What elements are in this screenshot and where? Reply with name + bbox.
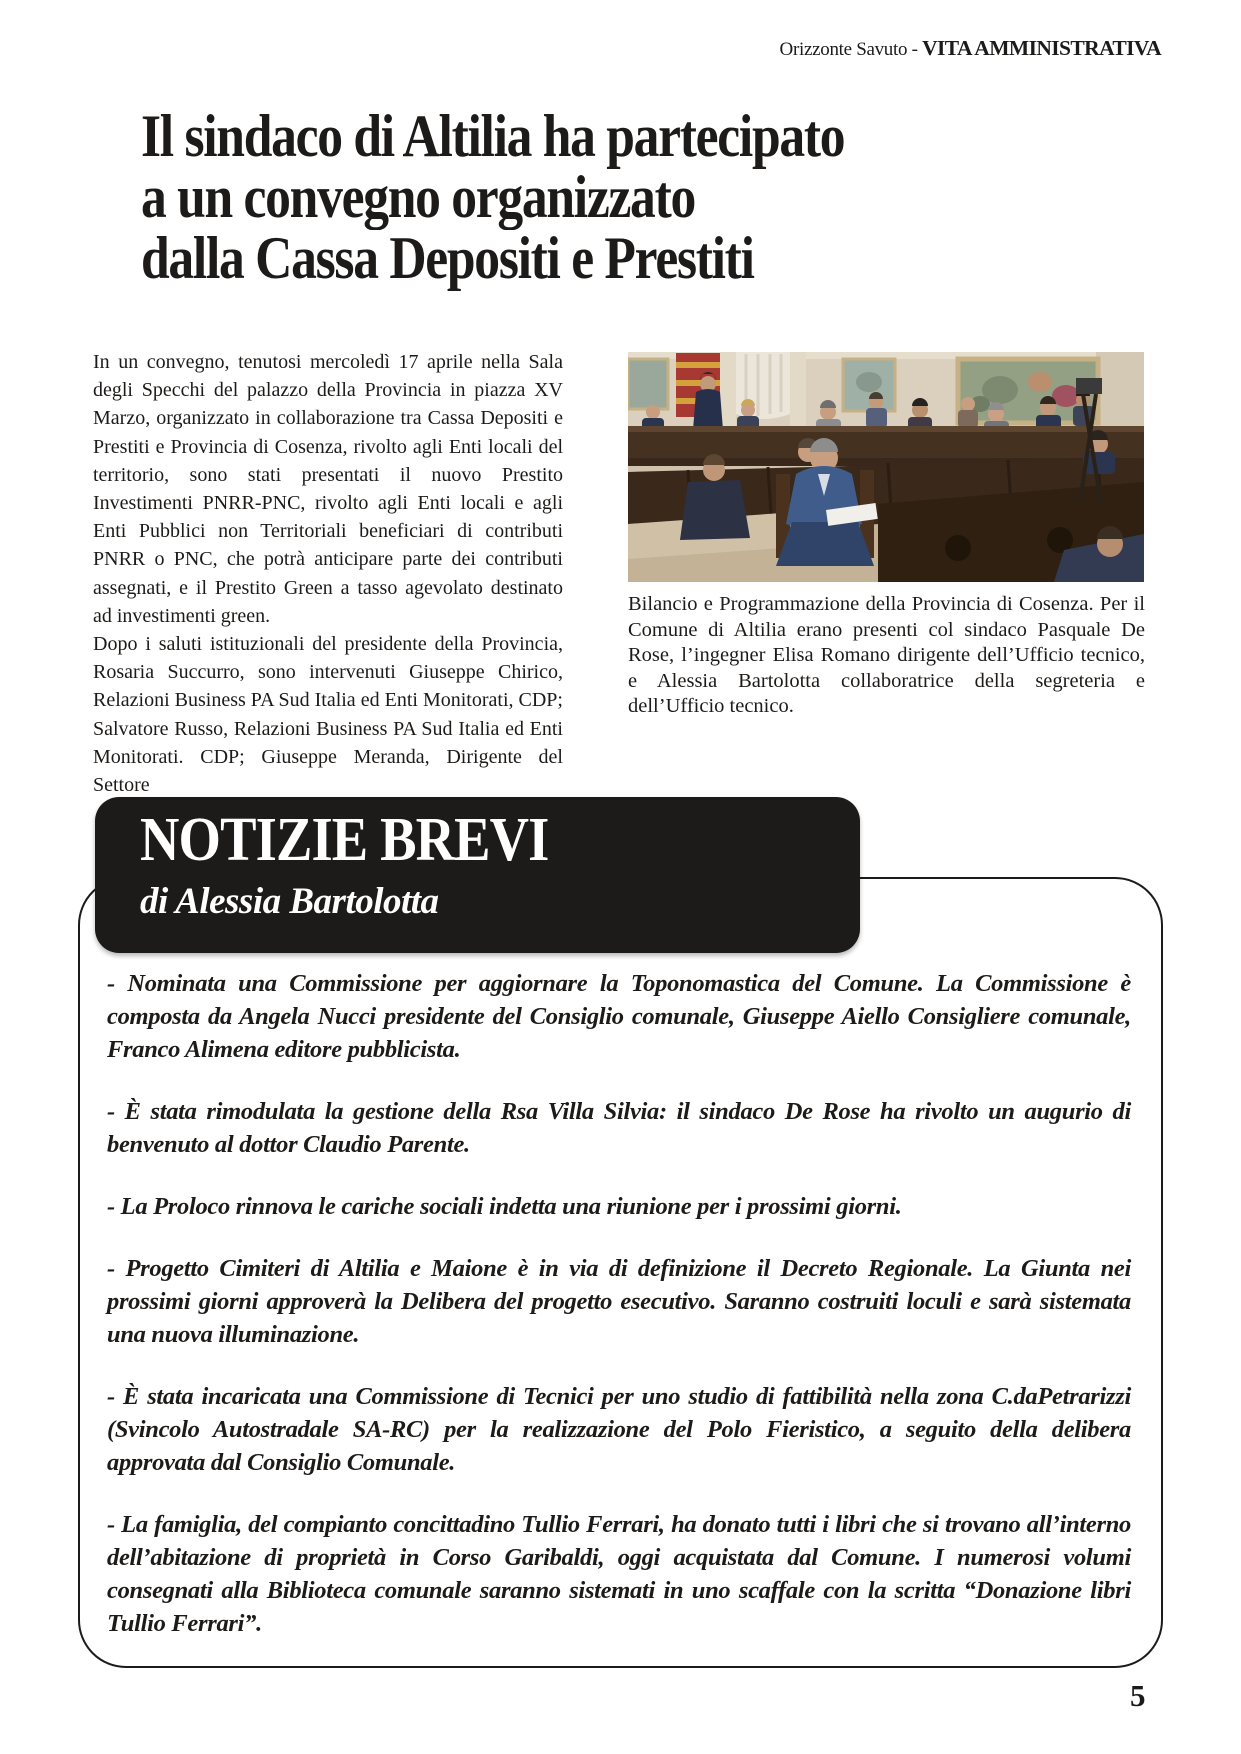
article-body-left-column — [93, 348, 563, 799]
brief-item-3: - La Proloco rinnova le cariche sociali indetta una riunione per i prossimi giorni. — [107, 1193, 902, 1220]
council-chamber-photo — [628, 352, 1144, 582]
headline-line-3: dalla Cassa Depositi e Prestiti — [141, 225, 754, 291]
briefs-box — [78, 877, 1163, 1668]
photo-caption: Bilancio e Programmazione della Provincia di Cosenza. Per il Comune di Altilia erano presenti col sindaco Pasquale De Rose, l’ingegner Elisa Romano dirigente dell’Ufficio tecnico, e Alessia Bartolotta collaboratrice della segreteria e dell’Ufficio tecnico. — [628, 593, 1145, 718]
notizie-brevi-banner — [95, 797, 860, 953]
brief-item-1: - Nominata una Commissione per aggiornare la Toponomastica del Comune. La Commissione è composta da Angela Nucci presidente del Consiglio comunale, Giuseppe Aiello Consigliere comunale, Franco Alimena editore pubblicista. — [107, 970, 1131, 1063]
body-paragraph-1: In un convegno, tenutosi mercoledì 17 aprile nella Sala degli Specchi del palazzo della Provincia in piazza XV Marzo, organizzato in collaborazione tra Cassa Depositi e Prestiti e Provincia di Cosenza, rivolto agli Enti locali del territorio, sono stati presentati il nuovo Prestito Investimenti PNRR-PNC, rivolto agli Enti locali e agli Enti Pubblici non Territoriali beneficiari di contributi PNRR o PNC, che potrà anticipare parte dei contributi assegnati, e il Prestito Green a tasso agevolato destinato ad investimenti green. — [93, 351, 563, 627]
section-title: VITA AMMINISTRATIVA — [922, 36, 1161, 60]
headline-line-2: a un convegno organizzato — [141, 164, 695, 230]
notizie-brevi-byline: di Alessia Bartolotta — [140, 881, 439, 922]
masthead — [780, 36, 1161, 61]
article-headline — [141, 103, 959, 291]
council-chamber-photo-illustration — [628, 352, 1144, 582]
headline-line-1: Il sindaco di Altilia ha partecipato — [141, 103, 845, 169]
brief-item-4: - Progetto Cimiteri di Altilia e Maione è in via di definizione il Decreto Regionale. La Giunta nei prossimi giorni approverà la Delibera del progetto esecutivo. Saranno costruiti loculi e sarà sistemata una nuova illuminazione. — [107, 1255, 1131, 1348]
publication-name: Orizzonte Savuto - — [779, 39, 923, 60]
brief-item-6: - La famiglia, del compianto concittadino Tullio Ferrari, ha donato tutti i libri che si trovano all’interno dell’abitazione di proprietà in Corso Garibaldi, oggi acquistata dal Comune. I numerosi volumi consegnati alla Biblioteca comunale saranno sistemati in uno scaffale con la scritta “Donazione libri Tullio Ferrari”. — [107, 1511, 1131, 1637]
body-paragraph-2: Dopo i saluti istituzionali del presidente della Provincia, Rosaria Succurro, sono intervenuti Giuseppe Chirico, Relazioni Business PA Sud Italia ed Enti Monitorati, CDP; Salvatore Russo, Relazioni Business PA Sud Italia ed Enti Monitorati. CDP; Giuseppe Meranda, Dirigente del Settore — [93, 633, 563, 797]
notizie-brevi-title: NOTIZIE BREVI — [140, 806, 549, 874]
brief-item-2: - È stata rimodulata la gestione della Rsa Villa Silvia: il sindaco De Rose ha rivolto un augurio di benvenuto al dottor Claudio Parente. — [107, 1098, 1131, 1158]
page-number: 5 — [1130, 1678, 1146, 1713]
brief-item-5: - È stata incaricata una Commissione di Tecnici per uno studio di fattibilità nella zona C.daPetrarizzi (Svincolo Autostradale SA-RC) per la realizzazione del Polo Fieristico, a seguito della delibera approvata dal Consiglio Comunale. — [107, 1383, 1131, 1476]
